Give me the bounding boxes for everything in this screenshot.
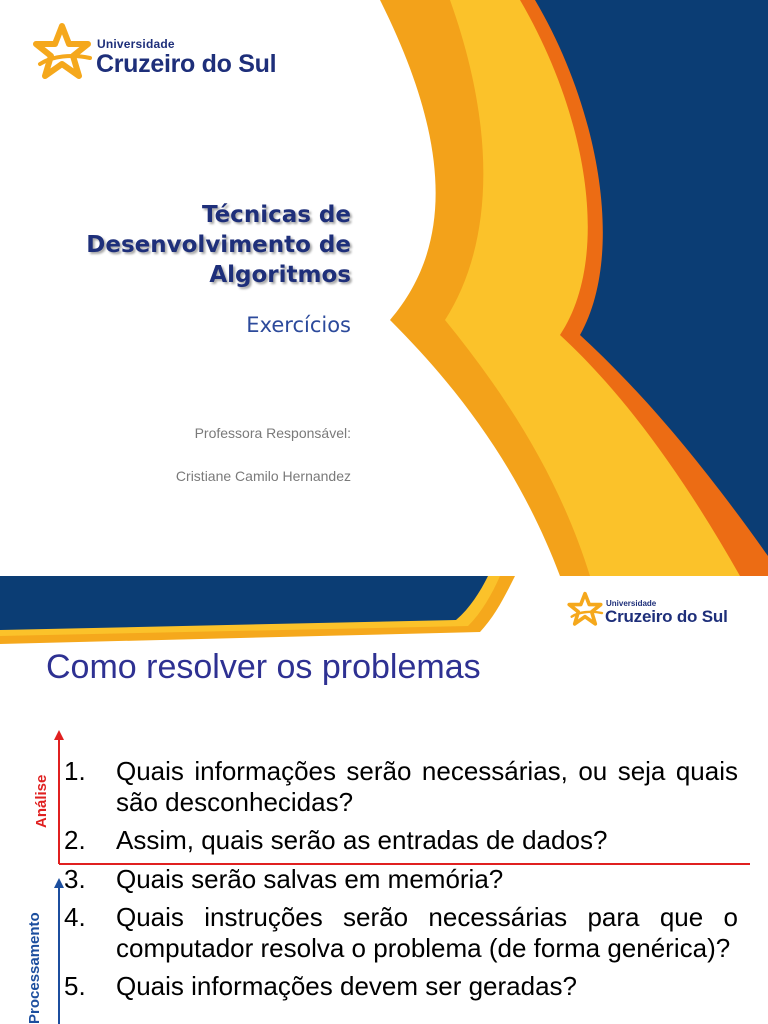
list-item bbox=[64, 825, 738, 856]
title-line-3: Algoritmos bbox=[209, 262, 351, 288]
item-text: Quais informações devem ser geradas? bbox=[116, 971, 578, 1001]
presentation-subtitle: Exercícios bbox=[246, 313, 351, 337]
logo-name-text: Cruzeiro do Sul bbox=[96, 50, 277, 78]
professor-name: Cristiane Camilo Hernandez bbox=[175, 468, 351, 484]
item-number: 5. bbox=[64, 971, 86, 1001]
processing-arrow-head bbox=[54, 878, 64, 888]
university-logo bbox=[32, 20, 312, 86]
analysis-arrow-head bbox=[54, 730, 64, 740]
list-item bbox=[64, 864, 738, 895]
analysis-phase-label: Análise bbox=[33, 774, 50, 828]
logo-university-text: Universidade bbox=[97, 37, 175, 51]
title-line-1: Técnicas de bbox=[201, 202, 351, 228]
star-logo-icon bbox=[32, 20, 92, 86]
presentation-title bbox=[86, 200, 351, 290]
professor-label: Professora Responsável: bbox=[194, 425, 351, 441]
list-item bbox=[64, 756, 738, 818]
list-item bbox=[64, 902, 738, 964]
list-item bbox=[64, 971, 738, 1002]
item-number: 4. bbox=[64, 902, 86, 932]
title-line-2: Desenvolvimento de bbox=[86, 232, 351, 258]
content-slide bbox=[0, 576, 768, 1024]
processing-phase-label: Processamento bbox=[26, 912, 43, 1024]
item-number: 1. bbox=[64, 756, 86, 786]
item-text: Assim, quais serão as entradas de dados? bbox=[116, 825, 608, 855]
item-text: Quais serão salvas em memória? bbox=[116, 864, 504, 894]
item-text: Quais informações serão necessárias, ou seja quais são desconhecidas? bbox=[116, 756, 738, 817]
item-number: 3. bbox=[64, 864, 86, 894]
item-text: Quais instruções serão necessárias para que o computador resolva o problema (de forma genérica)? bbox=[116, 902, 738, 963]
logo-name-text: Cruzeiro do Sul bbox=[605, 607, 728, 626]
question-list bbox=[64, 756, 738, 1002]
logo-university-text: Universidade bbox=[606, 599, 657, 608]
item-number: 2. bbox=[64, 825, 86, 855]
slide-heading: Como resolver os problemas bbox=[46, 648, 481, 686]
